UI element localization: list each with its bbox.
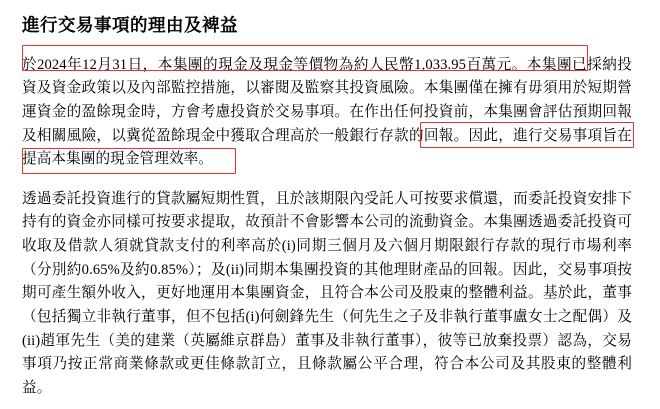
paragraph-2: 透過委託投資進行的貸款屬短期性質，且於該期限內受託人可按要求償還，而委託投資安排下持有的資金亦同樣可按要求提取，故預計不會影響本公司的流動資金。本集團透過委託投資可收取及借款人須就貸款支付的利率高於(i)同期三個月及六個月期限銀行存款的現行市場利率（分別約0.65%及約0.85%）；及(ii)同期本集團投資的其他理財產品的回報。因此，交易事項按期可產生額外收入，更好地運用本集團資金，且符合本公司及股東的整體利益。基於此，董事（包括獨立非執行董事，但不包括(i)何劍鋒先生（何先生之子及非執行董事盧女士之配偶）及(ii)趙軍先生（美的建業（英屬維京群島）董事及非執行董事），彼等已放棄投票）認為，交易事項乃按正常商業條款或更佳條款訂立，且條款屬公平合理，符合本公司及其股東的整體利益。 <box>22 190 632 396</box>
paragraph-1 <box>22 54 632 172</box>
highlighted-text-cash-balance: 於2024年12月31日，本集團的現金及現金等價物為約人民幣1,033.95百萬元 <box>22 56 512 73</box>
paragraph-1-text-a: 。本集團已採納投資及資金政策以及內部監控措施，以審閱及監察其投資風險。本集團僅在擁有毋須用於短期營運資金的盈餘現金時，方會考慮投資於交易事項。在作出任何投資前，本集團會評估預期回報及相關風險， <box>22 56 632 144</box>
paragraph-1-text-b: 。因此，進行交易事項旨在提高本集團的現金管理效率。 <box>22 127 632 168</box>
page-title: 進行交易事項的理由及裨益 <box>22 15 238 35</box>
highlighted-text-return: 以冀從盈餘現金中獲取合理高於一般銀行存款的回報 <box>111 127 454 144</box>
